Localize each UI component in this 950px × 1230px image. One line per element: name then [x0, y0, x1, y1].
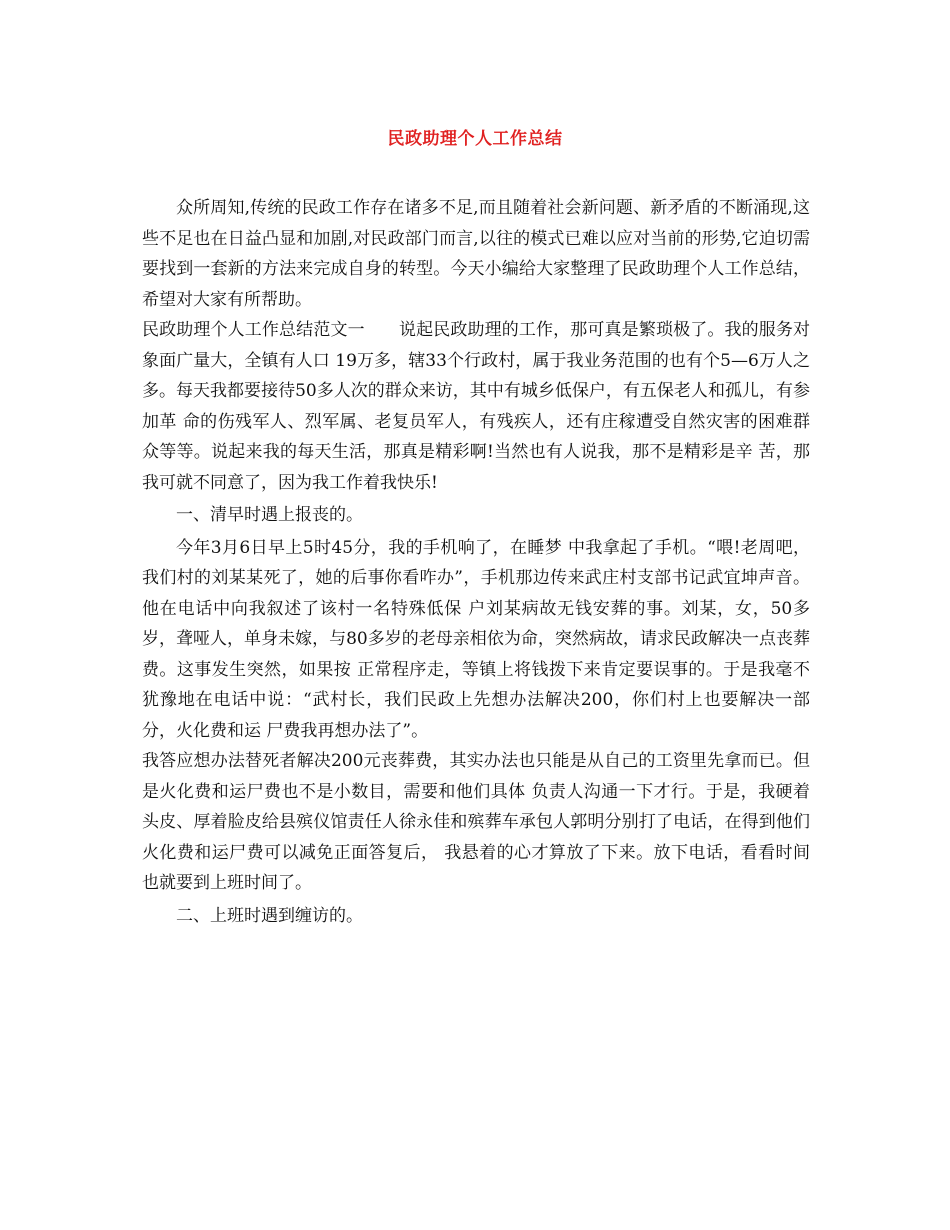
story-paragraph-2: 我答应想办法替死者解决200元丧葬费，其实办法也只能是从自己的工资里先拿而已。但是火化费和运尸费也不是小数目，需要和他们具体 负责人沟通一下才行。于是，我硬着头皮、厚着脸皮给县殡仪馆责任人徐永佳和殡葬车承包人郭明分别打了电话，在得到他们火化费和运尸费可以减免正面答复后， 我悬着的心才算放了下来。放下电话，看看时间也就要到上班时间了。: [142, 751, 810, 893]
sample-one-paragraph: 民政助理个人工作总结范文一 说起民政助理的工作，那可真是繁琐极了。我的服务对象面广量大，全镇有人口 19万多，辖33个行政村，属于我业务范围的也有个5—6万人之多。每天我都要接待50多人次的群众来访，其中有城乡低保户，有五保老人和孤儿，有参加革 命的伤残军人、烈军属、老复员军人，有残疾人，还有庄稼遭受自然灾害的困难群众等等。说起来我的每天生活，那真是精彩啊!当然也有人说我，那不是精彩是辛 苦，那我可就不同意了，因为我工作着我快乐!: [142, 320, 810, 493]
story-paragraph-1: 今年3月6日早上5时45分，我的手机响了，在睡梦 中我拿起了手机。“喂!老周吧，我们村的刘某某死了，她的后事你看咋办”，手机那边传来武庄村支部书记武宜坤声音。他在电话中向我叙述了该村一名特殊低保 户刘某病故无钱安葬的事。刘某，女，50多岁，聋哑人，单身未嫁，与80多岁的老母亲相依为命，突然病故，请求民政解决一点丧葬费。这事发生突然，如果按 正常程序走，等镇上将钱拨下来肯定要误事的。于是我毫不犹豫地在电话中说：“武村长，我们民政上先想办法解决200，你们村上也要解决一部分，火化费和运 尸费我再想办法了”。: [142, 537, 810, 741]
section-heading-2: 二、上班时遇到缠访的。: [176, 905, 363, 926]
intro-paragraph: 众所周知,传统的民政工作存在诸多不足,而且随着社会新问题、新矛盾的不断涌现,这些不足也在日益凸显和加剧,对民政部门而言,以往的模式已难以应对当前的形势,它迫切需要找到一套新的方法来完成自身的转型。今天小编给大家整理了民政助理个人工作总结，希望对大家有所帮助。: [142, 198, 810, 310]
document-body: [142, 193, 810, 931]
section-heading-1: 一、清早时遇上报丧的。: [176, 505, 363, 525]
document-title: 民政助理个人工作总结: [387, 129, 563, 149]
